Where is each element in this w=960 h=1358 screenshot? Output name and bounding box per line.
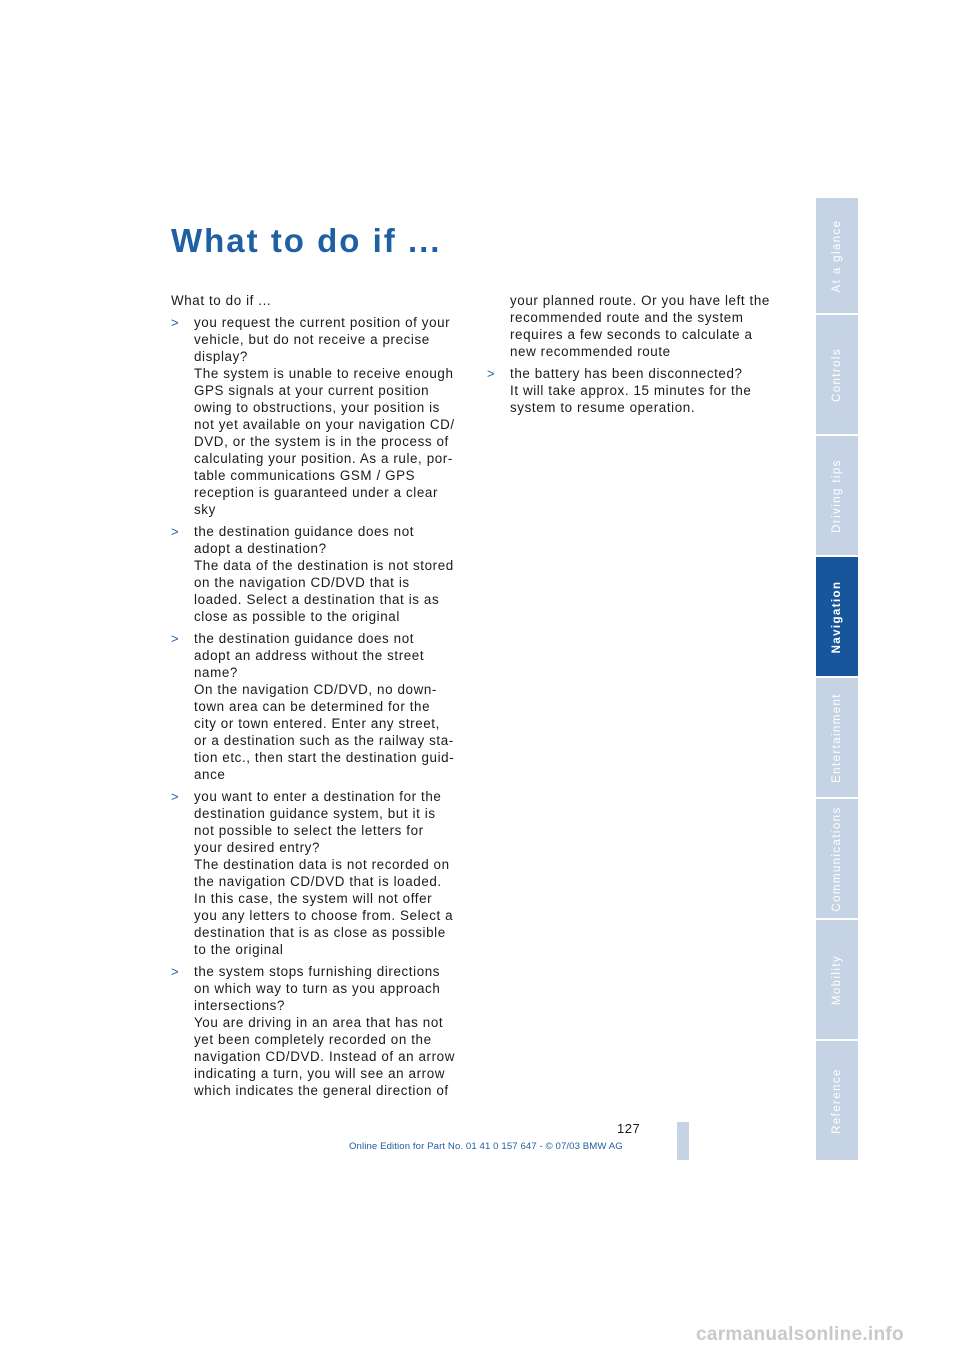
left-item-list xyxy=(171,314,471,1099)
right-item-list xyxy=(487,365,782,416)
sidebar-tab-entertainment[interactable] xyxy=(816,678,858,797)
watermark-logo: carmanualsonline.info xyxy=(696,1324,904,1345)
bullet-arrow-icon: > xyxy=(171,315,180,330)
item-text-line: on which way to turn as you approach xyxy=(194,981,441,996)
item-text-line: ance xyxy=(194,767,226,782)
continued-text xyxy=(487,292,782,360)
item-text-line: It will take approx. 15 minutes for the xyxy=(510,383,752,398)
item-text-line: which indicates the general direction of xyxy=(194,1083,449,1098)
item-text-line: city or town entered. Enter any street, xyxy=(194,716,440,731)
item-text-line: system to resume operation. xyxy=(510,400,696,415)
sidebar-tab-driving-tips[interactable] xyxy=(816,436,858,555)
item-text-line: DVD, or the system is in the process of xyxy=(194,434,449,449)
item-text-line: not yet available on your navigation CD/ xyxy=(194,417,455,432)
item-text-line: The destination data is not recorded on xyxy=(194,857,450,872)
item-text-line: calculating your position. As a rule, por- xyxy=(194,451,453,466)
bullet-arrow-icon: > xyxy=(487,366,496,381)
page-marker-bar xyxy=(677,1122,689,1160)
item-text-line: The data of the destination is not stored xyxy=(194,558,454,573)
item-text-line: adopt a destination? xyxy=(194,541,327,556)
list-item xyxy=(171,523,471,625)
item-text-line: you request the current position of your xyxy=(194,315,451,330)
item-text-line: on the navigation CD/DVD that is xyxy=(194,575,410,590)
list-item xyxy=(171,788,471,958)
bullet-arrow-icon: > xyxy=(171,789,180,804)
item-text-line: your desired entry? xyxy=(194,840,321,855)
sidebar-tab-label: At a glance xyxy=(831,219,843,292)
item-text-line: close as possible to the original xyxy=(194,609,400,624)
item-text-line: adopt an address without the street xyxy=(194,648,425,663)
item-text-line: destination that is as close as possible xyxy=(194,925,446,940)
section-sidebar xyxy=(816,198,858,1162)
page-number: 127 xyxy=(617,1121,641,1136)
item-text-line: reception is guaranteed under a clear xyxy=(194,485,439,500)
item-text-line: intersections? xyxy=(194,998,286,1013)
item-text-line: town area can be determined for the xyxy=(194,699,431,714)
item-text-line: tion etc., then start the destination guid- xyxy=(194,750,455,765)
sidebar-tab-navigation[interactable] xyxy=(816,557,858,676)
item-text-line: not possible to select the letters for xyxy=(194,823,424,838)
item-text-line: On the navigation CD/DVD, no down- xyxy=(194,682,437,697)
item-text-line: loaded. Select a destination that is as xyxy=(194,592,440,607)
bullet-arrow-icon: > xyxy=(171,631,180,646)
item-text-line: sky xyxy=(194,502,216,517)
left-column xyxy=(171,292,471,1104)
sidebar-tab-label: Mobility xyxy=(831,954,843,1005)
sidebar-tab-label: Navigation xyxy=(831,580,843,653)
item-text-line: vehicle, but do not receive a precise xyxy=(194,332,430,347)
sidebar-tab-label: Communications xyxy=(831,805,843,912)
sidebar-tab-reference[interactable] xyxy=(816,1041,858,1160)
item-text-line: The system is unable to receive enough xyxy=(194,366,454,381)
list-item xyxy=(171,314,471,518)
item-text-line: or a destination such as the railway sta- xyxy=(194,733,454,748)
item-text-line: GPS signals at your current position xyxy=(194,383,430,398)
item-text-line: the system stops furnishing directions xyxy=(194,964,441,979)
item-text-line: indicating a turn, you will see an arrow xyxy=(194,1066,446,1081)
item-text-line: the battery has been disconnected? xyxy=(510,366,743,381)
item-text-line: your planned route. Or you have left the xyxy=(510,293,770,308)
bullet-arrow-icon: > xyxy=(171,524,180,539)
sidebar-tab-label: Driving tips xyxy=(831,458,843,533)
list-item xyxy=(487,365,782,416)
item-text-line: table communications GSM / GPS xyxy=(194,468,416,483)
item-text-line: recommended route and the system xyxy=(510,310,744,325)
item-text-line: new recommended route xyxy=(510,344,671,359)
item-text-line: navigation CD/DVD. Instead of an arrow xyxy=(194,1049,455,1064)
sidebar-tab-label: Entertainment xyxy=(831,692,843,783)
item-text-line: yet been completely recorded on the xyxy=(194,1032,432,1047)
item-text-line: In this case, the system will not offer xyxy=(194,891,433,906)
sidebar-tab-label: Reference xyxy=(831,1067,843,1134)
sidebar-tab-mobility[interactable] xyxy=(816,920,858,1039)
sidebar-tab-controls[interactable] xyxy=(816,315,858,434)
sidebar-tab-at-a-glance[interactable] xyxy=(816,198,858,313)
edition-footer: Online Edition for Part No. 01 41 0 157 647 - © 07/03 BMW AG xyxy=(349,1141,623,1152)
item-text-line: the destination guidance does not xyxy=(194,631,415,646)
sidebar-tab-label: Controls xyxy=(831,347,843,402)
item-text-line: requires a few seconds to calculate a xyxy=(510,327,753,342)
item-text-line: the navigation CD/DVD that is loaded. xyxy=(194,874,442,889)
list-item xyxy=(171,630,471,783)
right-column xyxy=(487,292,782,421)
item-text-line: you want to enter a destination for the xyxy=(194,789,442,804)
item-text-line: destination guidance system, but it is xyxy=(194,806,436,821)
bullet-arrow-icon: > xyxy=(171,964,180,979)
item-text-line: name? xyxy=(194,665,238,680)
item-text-line: owing to obstructions, your position is xyxy=(194,400,440,415)
intro-text: What to do if ... xyxy=(171,293,272,308)
item-text-line: to the original xyxy=(194,942,284,957)
item-text-line: display? xyxy=(194,349,248,364)
page-title: What to do if ... xyxy=(171,222,442,259)
list-item xyxy=(171,963,471,1099)
item-text-line: the destination guidance does not xyxy=(194,524,415,539)
item-text-line: you any letters to choose from. Select a xyxy=(194,908,454,923)
item-text-line: You are driving in an area that has not xyxy=(194,1015,444,1030)
sidebar-tab-communications[interactable] xyxy=(816,799,858,918)
